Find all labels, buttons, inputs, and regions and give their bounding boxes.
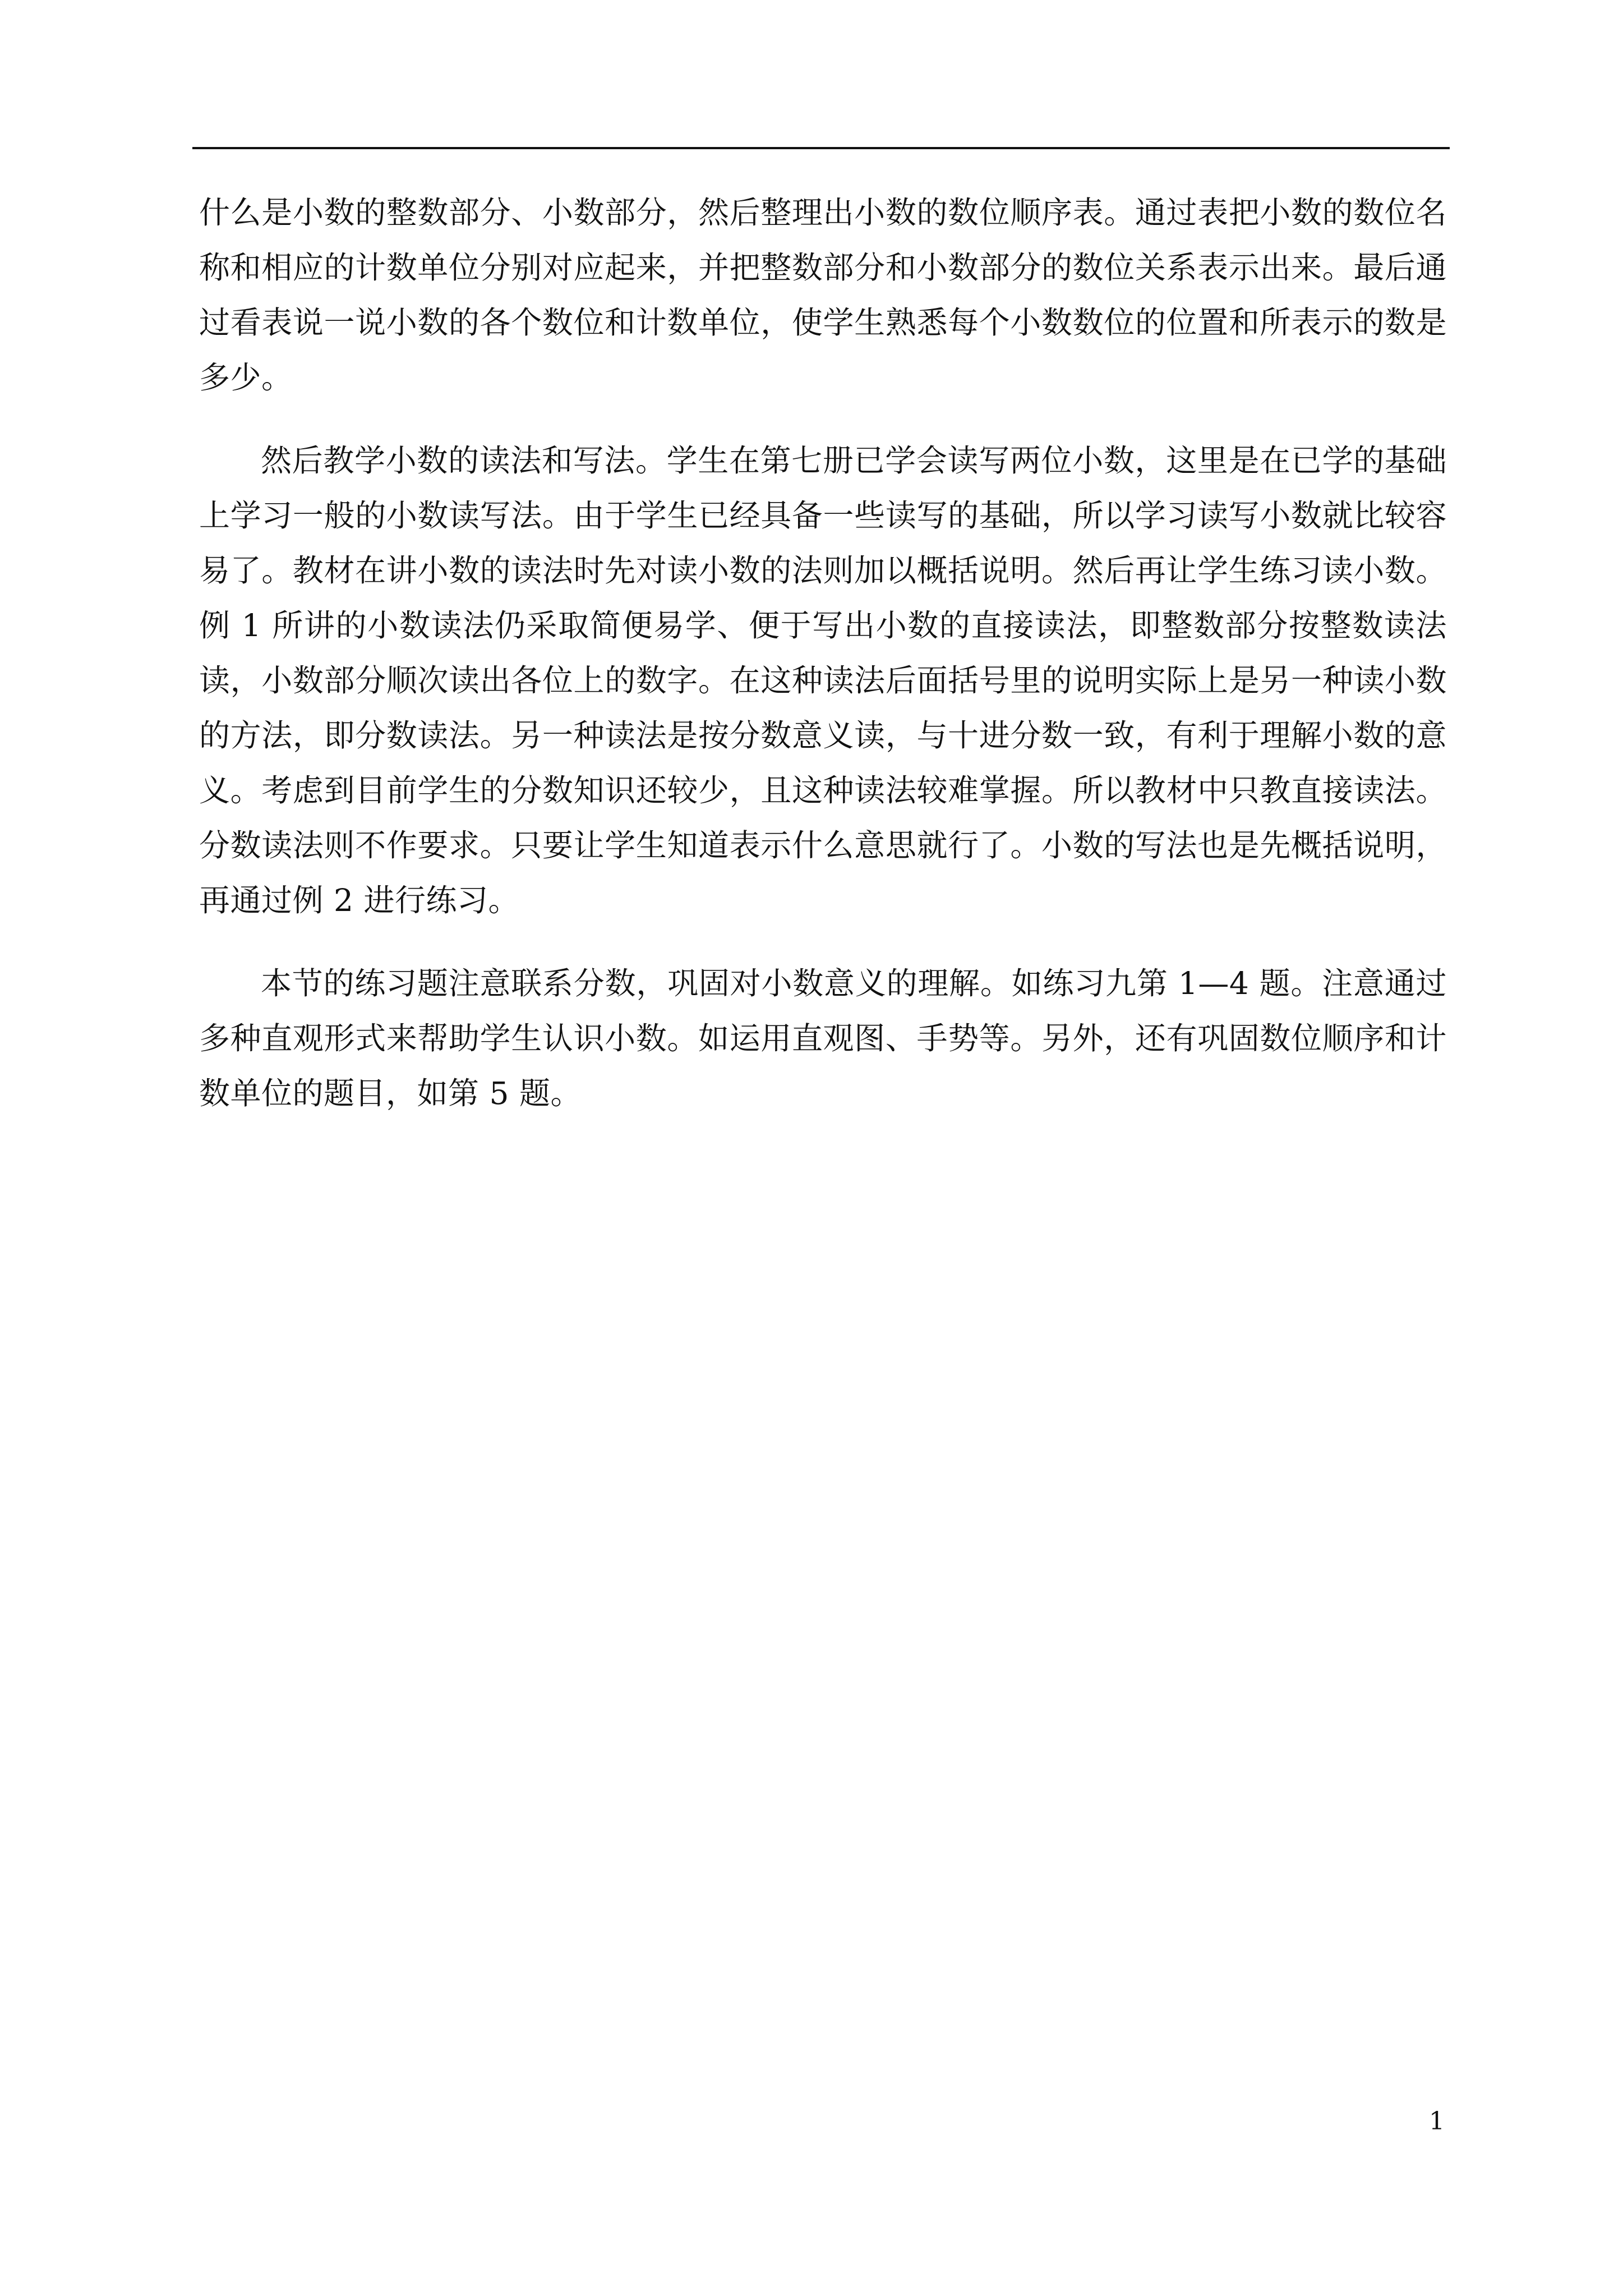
paragraph-3: 本节的练习题注意联系分数，巩固对小数意义的理解。如练习九第 1—4 题。注意通过多种直观形式来帮助学生认识小数。如运用直观图、手势等。另外，还有巩固数位顺序和计数单位的题目，如第 5 题。 [199,965,1447,1111]
paragraph-2: 然后教学小数的读法和写法。学生在第七册已学会读写两位小数，这里是在已学的基础上学习一般的小数读写法。由于学生已经具备一些读写的基础，所以学习读写小数就比较容易了。教材在讲小数的读法时先对读小数的法则加以概括说明。然后再让学生练习读小数。例 1 所讲的小数读法仍采取简便易学、便于写出小数的直接读法，即整数部分按整数读法读，小数部分顺次读出各位上的数字。在这种读法后面括号里的说明实际上是另一种读小数的方法，即分数读法。另一种读法是按分数意义读，与十进分数一致，有利于理解小数的意义。考虑到目前学生的分数知识还较少，且这种读法较难掌握。所以教材中只教直接读法。分数读法则不作要求。只要让学生知道表示什么意思就行了。小数的写法也是先概括说明，再通过例 2 进行练习。 [199,443,1447,918]
paragraph-1: 什么是小数的整数部分、小数部分，然后整理出小数的数位顺序表。通过表把小数的数位名称和相应的计数单位分别对应起来，并把整数部分和小数部分的数位关系表示出来。最后通过看表说一说小数的各个数位和计数单位，使学生熟悉每个小数数位的位置和所表示的数是多少。 [199,195,1447,395]
document-body [199,185,1447,1149]
header-rule [192,147,1450,149]
page-number: 1 [1429,2107,1445,2136]
